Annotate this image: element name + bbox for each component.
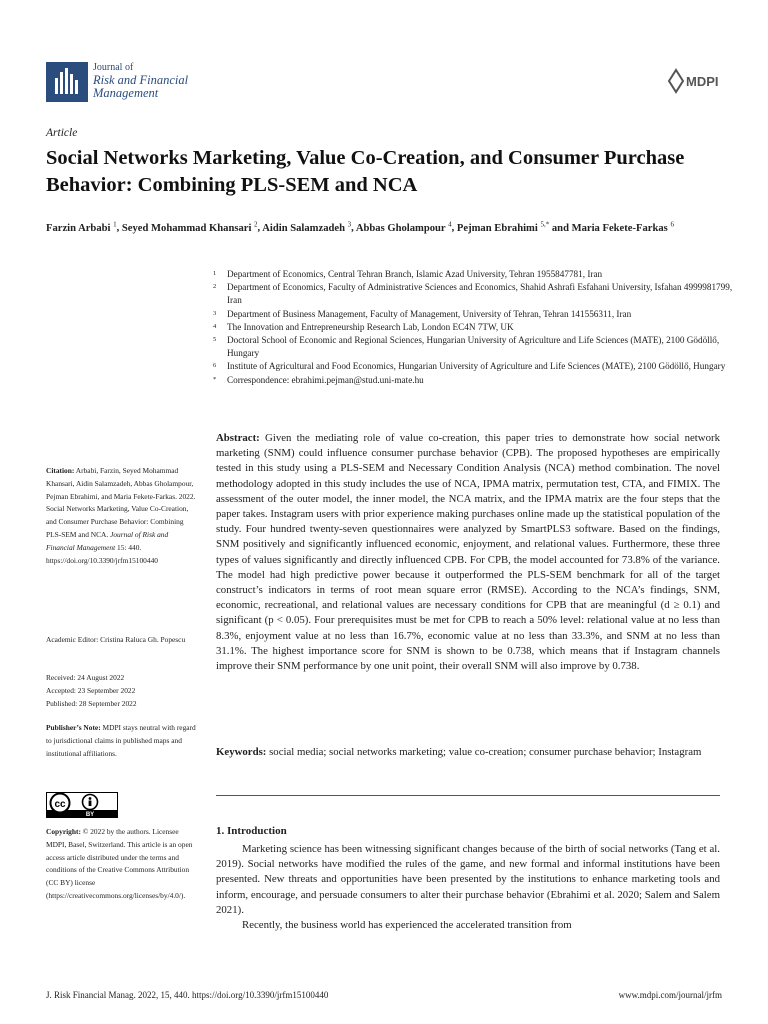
citation-text: Arbabi, Farzin, Seyed Mohammad Khansari, Aidin Salamzadeh, Abbas Gholampour, Pejman Ebrahimi, and Maria Fekete-Farkas. 2022. Social Networks Marketing, Value Co-Creation, and Consumer Purchase Behavior: Combining PLS-SEM and NCA. <box>46 466 196 539</box>
affiliation-item <box>213 268 733 281</box>
author-name: Aidin Salamzadeh $^3$ <box>262 220 352 234</box>
journal-name[interactable] <box>93 61 273 100</box>
publisher-note <box>46 722 196 760</box>
affiliation-item <box>213 308 733 321</box>
section-heading-introduction: 1. Introduction <box>216 825 287 837</box>
author-name: Pejman Ebrahimi $^{5,*}$ <box>456 220 550 234</box>
author-name: Seyed Mohammad Khansari $^2$ <box>121 220 258 234</box>
article-type: Article <box>46 127 78 139</box>
paper-title: Social Networks Marketing, Value Co-Creation, and Consumer Purchase Behavior: Combining PLS-SEM and NCA <box>46 147 685 196</box>
citation-label: Citation: <box>46 466 75 475</box>
author-affiliation-marker: 1 <box>113 220 117 228</box>
affiliation-text: The Innovation and Entrepreneurship Research Lab, London EC4N 7TW, UK <box>227 321 514 332</box>
mdpi-logo-icon[interactable] <box>666 66 724 96</box>
author-affiliation-marker: 6 <box>670 220 674 228</box>
journal-name-line3: Management <box>93 86 159 100</box>
abstract <box>216 431 720 674</box>
affiliation-item <box>213 334 733 360</box>
affiliation-text: Institute of Agricultural and Food Economics, Hungarian University of Agriculture and Life Sciences (MATE), 2100 Gödöllő, Hungary <box>227 361 726 372</box>
keywords-text: social media; social networks marketing; value co-creation; consumer purchase behavior; Instagram <box>269 746 702 758</box>
copyright-text: © 2022 by the authors. Licensee MDPI, Basel, Switzerland. This article is an open access article distributed under the terms and conditions of the Creative Commons Attribution (CC BY) license (https://creativecommons.org/licenses/by/4.0/). <box>46 827 193 900</box>
abstract-text: Given the mediating role of value co-creation, this paper tries to demonstrate how social network marketing (SNM) could influence consumer purchase behavior (CPB). The proposed hypotheses are empirically tested in this study using a PLS-SEM and Necessary Condition Analysis (NCA) method combination. The novel methodology adopted in this study includes the use of NCA, IPMA matrix, permutation test, CTA, and FIMIX. The assessment of the outer model, the inner model, the NCA matrix, and the IPMA matrix are the four steps that the paper takes. Instagram users with prior experience making purchases online made up the statistical population of the study. Four hundred twenty-seven questionnaires were analyzed by SmartPLS3 software. Based on the findings, SNM positively and significantly influenced economic, enjoyment, and relational values. Furthermore, these three types of values significantly and directly influenced CPB. For CPB, the model accounted for 73.8% of the variance. The model had high predictive power because it outperformed the PLS-SEM benchmark for all of the target construct’s indicators in terms of root mean square error (RMSE). According to the NCA’s findings, SNM, economic, recreational, and relational values are necessary conditions for CPB that are meaningful (d ≥ 0.1) and significant (p < 0.05). Four prerequisites must be met for CPB to reach a 50% level: relational value at no less than 8.3%, enjoyment value at no less than 16.7%, economic value at no less than 33.3%, and SNM at no less than 31.1%. The highest importance score for SNM is shown to be 0.738, which means that if Instagram channels improve their SNM performance by one unit point, their overall SNM will also improve by 0.738. <box>216 432 721 673</box>
affiliation-item <box>213 281 733 307</box>
affiliation-item <box>213 374 733 387</box>
published-date: Published: 28 September 2022 <box>46 698 137 708</box>
author-name: Farzin Arbabi $^1$ <box>46 220 117 234</box>
author-list: Farzin Arbabi $^1$, Seyed Mohammad Khansari $^2$, Aidin Salamzadeh $^3$, Abbas Gholampour $^4$, Pejman Ebrahimi $^{5,*}$ and Maria Fekete-Farkas $^6$ <box>46 220 674 234</box>
cc-by-license-icon[interactable] <box>46 792 118 818</box>
section-divider <box>216 795 720 796</box>
citation-block <box>46 465 196 567</box>
received-date: Received: 24 August 2022 <box>46 673 125 682</box>
citation-journal: Journal of Risk and Financial Management <box>46 529 169 552</box>
author-affiliation-marker: 3 <box>347 220 352 228</box>
publisher-note-text: MDPI stays neutral with regard to jurisdictional claims in published maps and institutional affiliations. <box>46 723 196 758</box>
cc-badge-by-text: BY <box>85 812 95 818</box>
journal-logo-icon <box>46 62 88 102</box>
affiliation-number: 5 <box>213 336 217 344</box>
abstract-label: Abstract: <box>216 432 260 444</box>
affiliation-item <box>213 360 733 373</box>
intro-paragraph-1: Marketing science has been witnessing significant changes because of the birth of social networks (Tang et al. 2019). Social networks have modified the rules of the game, and new formal and informal institutions have been presented. New threats and opportunities have been presented by the institutions to enhance marketing tools and inform, encourage, and persuade consumers to alter their purchase behavior (Ebrahimi et al. 2020; Salem and Salem 2021). <box>216 843 720 916</box>
affiliation-text: Doctoral School of Economic and Regional Sciences, Hungarian University of Agriculture and Life Sciences (MATE), 2100 Gödöllő, Hungary <box>227 335 720 359</box>
affiliation-text: Department of Economics, Faculty of Administrative Sciences and Economics, Shahid Ashrafi Esfahani University, Isfahan 4999981799, Iran <box>227 282 733 306</box>
author-name: and Maria Fekete-Farkas $^6$ <box>551 220 674 234</box>
citation-doi[interactable]: 15: 440. https://doi.org/10.3390/jrfm15100440 <box>46 542 158 565</box>
author-affiliation-marker: 5,* <box>540 220 550 228</box>
affiliation-number: 6 <box>213 362 217 370</box>
introduction-body <box>216 842 720 933</box>
author-affiliation-marker: 4 <box>448 220 452 228</box>
footer-journal-url[interactable]: www.mdpi.com/journal/jrfm <box>618 990 722 1000</box>
affiliation-number: 3 <box>213 309 217 317</box>
author-name: Abbas Gholampour $^4$ <box>355 220 452 234</box>
journal-name-line2: Risk and Financial <box>93 73 189 87</box>
affiliation-text: Correspondence: ebrahimi.pejman@stud.uni-mate.hu <box>227 374 424 385</box>
accepted-date: Accepted: 23 September 2022 <box>46 685 136 695</box>
copyright-label: Copyright: <box>46 827 81 836</box>
affiliation-number: 2 <box>213 283 217 291</box>
footer-citation[interactable]: J. Risk Financial Manag. 2022, 15, 440. https://doi.org/10.3390/jrfm15100440 <box>46 990 329 1000</box>
publisher-note-label: Publisher’s Note: <box>46 723 101 732</box>
affiliation-number: 1 <box>213 270 217 277</box>
mdpi-logo-text: MDPI <box>686 74 719 89</box>
affiliation-text: Department of Economics, Central Tehran Branch, Islamic Azad University, Tehran 1955847781, Iran <box>227 269 603 279</box>
dates-block <box>46 672 196 710</box>
affiliation-number: 4 <box>213 322 217 330</box>
affiliation-number: * <box>213 375 217 383</box>
affiliation-text: Department of Business Management, Faculty of Management, University of Tehran, Tehran 141556311, Iran <box>227 308 632 319</box>
svg-text:cc: cc <box>54 799 66 810</box>
keywords <box>216 745 720 760</box>
keywords-label: Keywords: <box>216 746 267 758</box>
affiliation-item <box>213 321 733 334</box>
journal-name-line1: Journal of <box>93 62 134 73</box>
academic-editor: Academic Editor: Cristina Raluca Gh. Popescu <box>46 635 186 644</box>
copyright-block <box>46 826 196 903</box>
intro-paragraph-2: Recently, the business world has experienced the accelerated transition from <box>242 919 572 932</box>
affiliations <box>213 268 733 387</box>
author-affiliation-marker: 2 <box>254 220 258 228</box>
